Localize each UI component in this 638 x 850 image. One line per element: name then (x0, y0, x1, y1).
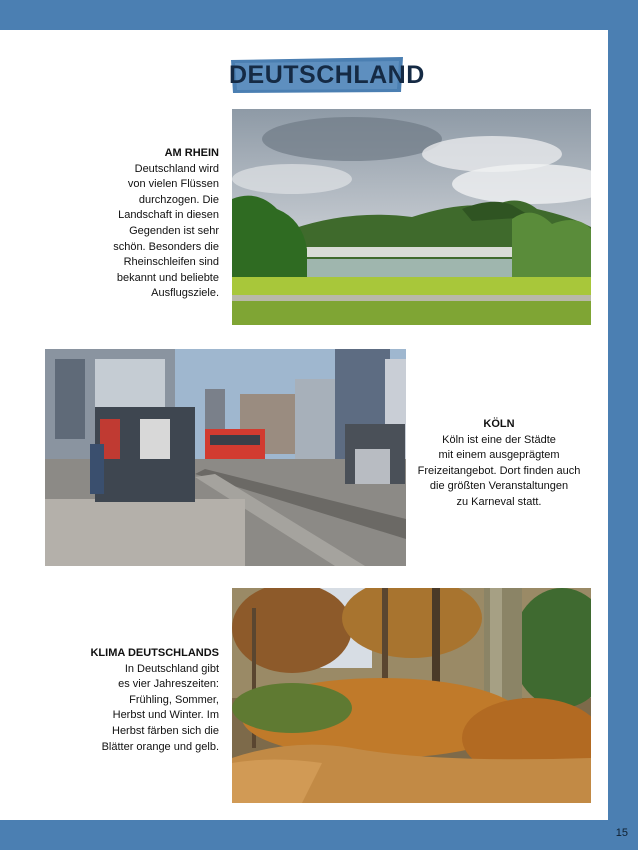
text-line: durchzogen. Die (138, 193, 219, 206)
text-line: die größten Veranstaltungen (429, 480, 569, 493)
text-line: Herbst und Winter. Im (112, 709, 219, 722)
section-am-rhein (79, 146, 219, 302)
text-line: Freizeitangebot. Dort finden auch (417, 464, 581, 477)
section-heading: KÖLN (483, 418, 515, 430)
section-koeln (412, 417, 586, 511)
text-line: bekannt und beliebte (116, 271, 219, 284)
text-line: mit einem ausgeprägtem (438, 449, 560, 462)
rhine-landscape-photo (232, 109, 591, 325)
text-line: In Deutschland gibt (124, 662, 219, 675)
text-line: Herbst färben sich die (112, 724, 219, 737)
text-line: Ausflugsziele. (151, 287, 219, 300)
text-line: Rheinschleifen sind (123, 256, 219, 269)
text-line: Landschaft in diesen (118, 209, 219, 222)
text-line: zu Karneval statt. (456, 495, 542, 508)
text-line: schön. Besonders die (113, 240, 219, 253)
text-line: Gegenden ist sehr (129, 224, 219, 237)
section-klima (69, 646, 219, 755)
cologne-tram-photo (45, 349, 406, 566)
text-line: Köln ist eine der Städte (442, 433, 556, 446)
page-title: DEUTSCHLAND (229, 61, 425, 89)
text-line: Blätter orange und gelb. (101, 740, 219, 753)
page-number: 15 (615, 827, 628, 839)
text-line: es vier Jahreszeiten: (118, 678, 219, 691)
text-line: Frühling, Sommer, (129, 693, 219, 706)
text-line: Deutschland wird (134, 162, 219, 175)
autumn-forest-photo (232, 588, 591, 803)
section-heading: KLIMA DEUTSCHLANDS (90, 647, 219, 659)
title-banner (229, 56, 425, 94)
section-heading: AM RHEIN (164, 147, 219, 159)
text-line: von vielen Flüssen (127, 178, 219, 191)
